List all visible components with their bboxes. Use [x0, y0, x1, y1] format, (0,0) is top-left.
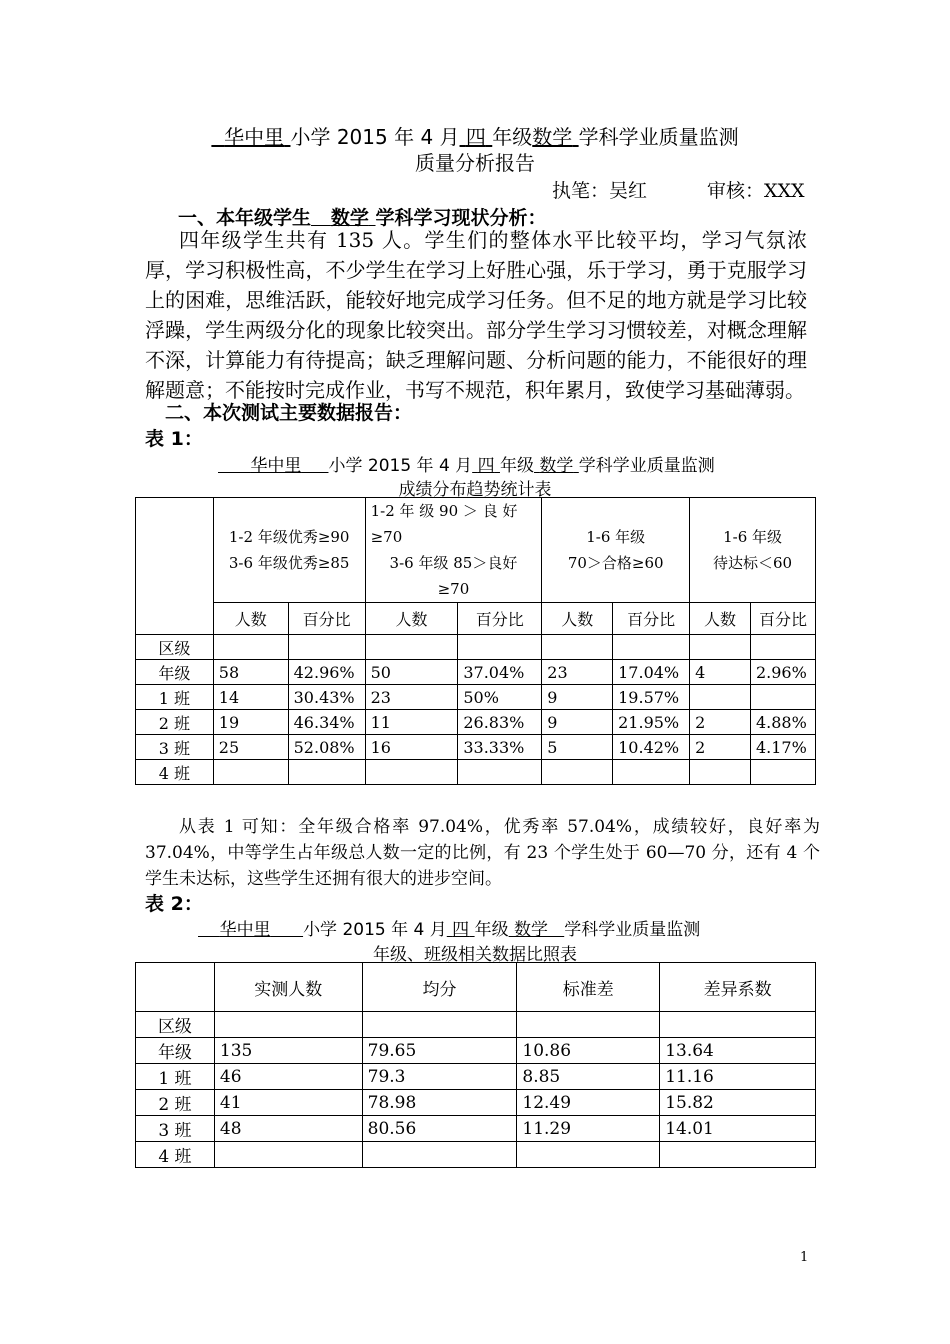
table-cell — [362, 1142, 517, 1168]
table-cell: 10.42% — [613, 735, 690, 760]
table2-subtitle: 年级、班级相关数据比照表 — [373, 945, 577, 965]
table-cell: 46 — [214, 1064, 362, 1090]
row-label: 3 班 — [136, 1116, 215, 1142]
table-cell — [613, 760, 690, 785]
table-cell: 50 — [365, 660, 458, 685]
table-cell — [542, 635, 613, 660]
table-cell — [750, 685, 815, 710]
report-title-line1: 华中里 小学 2015 年 4 月 四 年级数学 学科学业质量监测 — [135, 124, 815, 150]
table-cell: 17.04% — [613, 660, 690, 685]
table-cell — [690, 685, 751, 710]
table-cell — [690, 760, 751, 785]
page-number: 1 — [800, 1250, 809, 1265]
table-cell: 21.95% — [613, 710, 690, 735]
table1-subheader-row: 人数 百分比 人数 百分比 人数 百分比 人数 百分比 — [136, 603, 816, 635]
table2-label: 表 2： — [145, 893, 203, 915]
row-label: 4 班 — [136, 760, 214, 785]
table-cell — [213, 760, 288, 785]
table-cell — [690, 635, 751, 660]
table-row — [136, 1012, 816, 1038]
table1-group-below: 1-6 年级 待达标＜60 — [690, 498, 816, 603]
table-cell: 12.49 — [517, 1090, 660, 1116]
table1-group-header-row — [136, 498, 816, 603]
table-cell — [542, 760, 613, 785]
table1-group-excellent: 1-2 年级优秀≥90 3-6 年级优秀≥85 — [213, 498, 365, 603]
table-cell: 46.34% — [288, 710, 365, 735]
table-cell — [613, 635, 690, 660]
table-cell: 33.33% — [458, 735, 542, 760]
table-cell: 11.29 — [517, 1116, 660, 1142]
table-cell: 30.43% — [288, 685, 365, 710]
table1-subtitle: 成绩分布趋势统计表 — [398, 480, 552, 500]
table-cell: 48 — [214, 1116, 362, 1142]
table2-header-row: 实测人数 均分 标准差 差异系数 — [136, 963, 816, 1012]
table-row — [136, 685, 816, 710]
table-cell: 10.86 — [517, 1038, 660, 1064]
table-cell: 79.3 — [362, 1064, 517, 1090]
table-row — [136, 1038, 816, 1064]
table-cell: 42.96% — [288, 660, 365, 685]
table-row — [136, 1142, 816, 1168]
table-cell: 23 — [542, 660, 613, 685]
table-row — [136, 660, 816, 685]
table-cell — [362, 1012, 517, 1038]
row-label: 区级 — [136, 1012, 215, 1038]
table-cell: 41 — [214, 1090, 362, 1116]
row-label: 区级 — [136, 635, 214, 660]
table-row — [136, 635, 816, 660]
table-cell: 8.85 — [517, 1064, 660, 1090]
table-cell: 23 — [365, 685, 458, 710]
table-cell — [458, 635, 542, 660]
table-cell — [214, 1142, 362, 1168]
table-cell: 80.56 — [362, 1116, 517, 1142]
row-label: 年级 — [136, 660, 214, 685]
table1-group-pass: 1-6 年级 70＞合格≥60 — [542, 498, 690, 603]
section1-body: 四年级学生共有 135 人。学生们的整体水平比较平均，学习气氛浓厚，学习积极性高，不少学生在学习上好胜心强，乐于学习，勇于克服学习上的困难，思维活跃，能较好地完成学习任务。但不足的地方就是学习比较浮躁，学生两级分化的现象比较突出。部分学生学习习惯较差，对概念理解不深，计算能力有待提高；缺乏理解问题、分析问题的能力，不能很好的理解题意；不能按时完成作业，书写不规范，积年累月，致使学习基础薄弱。 — [145, 228, 807, 402]
reviewer: 审核：XXX — [707, 180, 805, 202]
title-date: 小学 2015 年 4 月 — [290, 125, 460, 149]
table-cell — [458, 760, 542, 785]
table-cell — [660, 1012, 816, 1038]
table-cell: 19 — [213, 710, 288, 735]
table-cell: 135 — [214, 1038, 362, 1064]
table-row — [136, 760, 816, 785]
table-cell: 2 — [690, 735, 751, 760]
table-cell — [517, 1142, 660, 1168]
table-cell: 2 — [690, 710, 751, 735]
table2-title: 华中里 小学 2015 年 4 月 四 年级 数学 学科学业质量监测 — [219, 920, 701, 940]
table-cell: 4 — [690, 660, 751, 685]
table-cell — [750, 635, 815, 660]
table1 — [135, 497, 816, 785]
table2 — [135, 962, 816, 1168]
table1-body — [136, 635, 816, 785]
table-cell: 16 — [365, 735, 458, 760]
table-cell — [213, 635, 288, 660]
table-row — [136, 710, 816, 735]
row-label: 3 班 — [136, 735, 214, 760]
table-cell: 9 — [542, 710, 613, 735]
school-name: 华中里 — [224, 125, 285, 149]
table-cell: 25 — [213, 735, 288, 760]
table-cell: 50% — [458, 685, 542, 710]
row-label: 1 班 — [136, 685, 214, 710]
table1-title: 华中里 小学 2015 年 4 月 四 年级 数学 学科学业质量监测 — [250, 456, 715, 476]
table1-group-good: 1-2 年 级 90 ＞ 良 好 ≥70 3-6 年级 85＞良好 ≥70 — [365, 498, 542, 603]
table-cell — [214, 1012, 362, 1038]
table-cell: 2.96% — [750, 660, 815, 685]
table2-corner-cell — [136, 963, 215, 1012]
analysis-paragraph: 从表 1 可知：全年级合格率 97.04%，优秀率 57.04%，成绩较好，良好率为 37.04%，中等学生占年级总人数一定的比例，有 23 个学生处于 60—70 分，还有 4 个学生未达标，这些学生还拥有很大的进步空间。 — [145, 817, 820, 889]
table-cell — [288, 760, 365, 785]
table-cell — [660, 1142, 816, 1168]
table-cell: 14 — [213, 685, 288, 710]
row-label: 年级 — [136, 1038, 215, 1064]
row-label: 1 班 — [136, 1064, 215, 1090]
author: 执笔：吴红 — [552, 180, 648, 202]
table-row — [136, 1064, 816, 1090]
table-cell — [365, 760, 458, 785]
table-row — [136, 1090, 816, 1116]
title-grade: 四 — [465, 125, 486, 149]
table-cell: 52.08% — [288, 735, 365, 760]
table-cell — [288, 635, 365, 660]
table-cell: 79.65 — [362, 1038, 517, 1064]
table2-body — [136, 1012, 816, 1168]
section1-heading: 一、本年级学生 数学 学科学习现状分析： — [178, 207, 547, 229]
row-label: 4 班 — [136, 1142, 215, 1168]
table-cell: 13.64 — [660, 1038, 816, 1064]
section2-heading: 二、本次测试主要数据报告： — [165, 402, 413, 424]
table-cell: 58 — [213, 660, 288, 685]
table-cell: 9 — [542, 685, 613, 710]
table-cell — [750, 760, 815, 785]
table-cell: 15.82 — [660, 1090, 816, 1116]
table-cell: 11.16 — [660, 1064, 816, 1090]
table-cell — [517, 1012, 660, 1038]
table-cell: 26.83% — [458, 710, 542, 735]
table-cell: 14.01 — [660, 1116, 816, 1142]
report-title-line2: 质量分析报告 — [415, 151, 535, 175]
table-cell: 78.98 — [362, 1090, 517, 1116]
table-cell — [365, 635, 458, 660]
row-label: 2 班 — [136, 710, 214, 735]
table-row — [136, 1116, 816, 1142]
table1-label: 表 1： — [145, 428, 203, 450]
title-subject: 数学 — [532, 125, 573, 149]
table-cell: 4.17% — [750, 735, 815, 760]
table1-corner-cell — [136, 498, 214, 635]
table-cell: 37.04% — [458, 660, 542, 685]
table-cell: 19.57% — [613, 685, 690, 710]
table-cell: 4.88% — [750, 710, 815, 735]
table-cell: 11 — [365, 710, 458, 735]
row-label: 2 班 — [136, 1090, 215, 1116]
table-row — [136, 735, 816, 760]
table-cell: 5 — [542, 735, 613, 760]
